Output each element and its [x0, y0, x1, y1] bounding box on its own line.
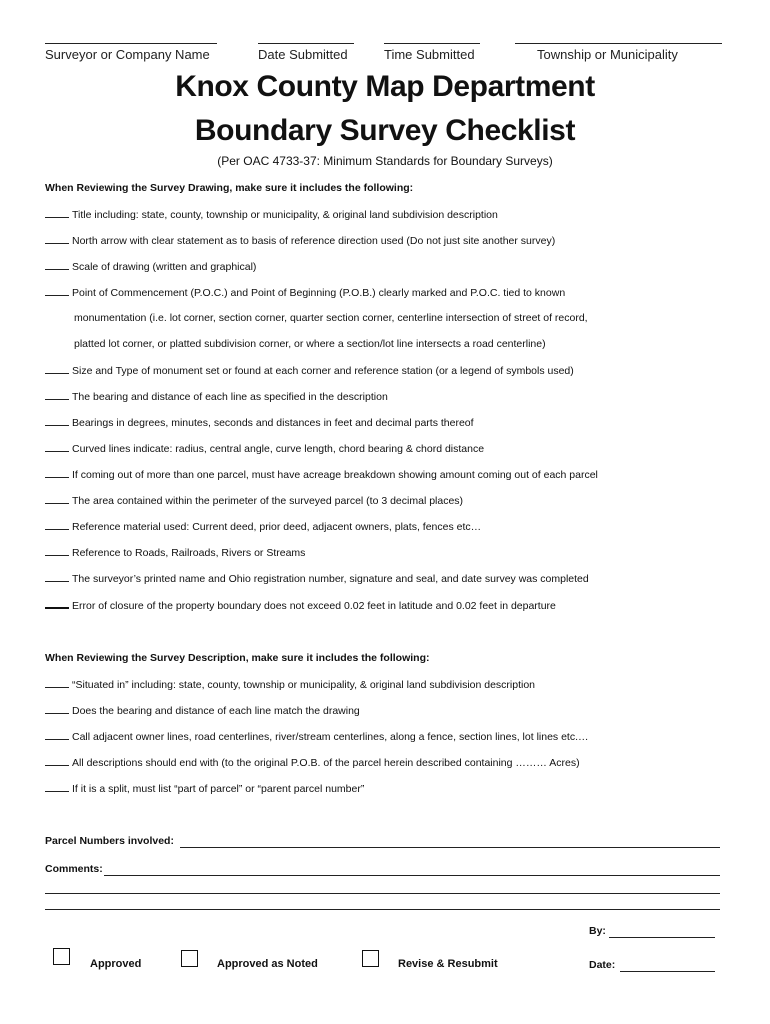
check-blank[interactable] [45, 416, 69, 426]
check-blank[interactable] [45, 442, 69, 452]
check-blank[interactable] [45, 756, 69, 766]
township-line[interactable] [515, 43, 722, 44]
drawing-section-heading: When Reviewing the Survey Drawing, make sure it includes the following: [45, 182, 414, 194]
checklist-item[interactable]: Point of Commencement (P.O.C.) and Point of Beginning (P.O.B.) clearly marked and P.O.C. tied to known [45, 286, 565, 299]
revise-resubmit-checkbox[interactable] [362, 950, 379, 967]
checklist-item[interactable]: Scale of drawing (written and graphical) [45, 260, 256, 273]
check-blank[interactable] [45, 260, 69, 270]
surveyor-name-line[interactable] [45, 43, 217, 44]
checklist-item-continuation: monumentation (i.e. lot corner, section corner, quarter section corner, centerline intersection of street of record, [74, 312, 588, 324]
comments-label: Comments: [45, 863, 103, 875]
checklist-item[interactable]: Reference material used: Current deed, prior deed, adjacent owners, plats, fences etc… [45, 520, 481, 533]
approved-as-noted-label: Approved as Noted [217, 958, 318, 970]
parcel-numbers-label: Parcel Numbers involved: [45, 835, 174, 847]
check-blank[interactable] [45, 364, 69, 374]
comments-input-line-3[interactable] [45, 909, 720, 910]
checklist-item[interactable]: Bearings in degrees, minutes, seconds and distances in feet and decimal parts thereof [45, 416, 474, 429]
check-blank[interactable] [45, 468, 69, 478]
check-blank[interactable] [45, 520, 69, 530]
date-label: Date: [589, 959, 616, 971]
parcel-numbers-input[interactable] [180, 847, 720, 848]
page-subtitle-heading: Boundary Survey Checklist [194, 114, 576, 147]
check-blank[interactable] [45, 494, 69, 504]
checklist-item[interactable]: Error of closure of the property boundary does not exceed 0.02 feet in latitude and 0.02 feet in departure [45, 598, 556, 612]
date-input[interactable] [620, 971, 715, 972]
checklist-item[interactable]: If coming out of more than one parcel, must have acreage breakdown showing amount coming out of each parcel [45, 468, 598, 481]
check-blank[interactable] [45, 704, 69, 714]
checklist-item-continuation: platted lot corner, or platted subdivision corner, or where a section/lot line intersects a road centerline) [74, 338, 546, 350]
by-input[interactable] [609, 937, 715, 938]
checklist-item[interactable]: The surveyor’s printed name and Ohio registration number, signature and seal, and date survey was completed [45, 572, 589, 585]
checklist-item[interactable]: Reference to Roads, Railroads, Rivers or Streams [45, 546, 305, 559]
date-submitted-line[interactable] [258, 43, 354, 44]
checklist-item[interactable]: Does the bearing and distance of each line match the drawing [45, 704, 360, 717]
checklist-item[interactable]: The area contained within the perimeter of the surveyed parcel (to 3 decimal places) [45, 494, 463, 507]
township-label: Township or Municipality [537, 47, 678, 62]
check-blank[interactable] [45, 546, 69, 556]
date-submitted-label: Date Submitted [258, 47, 348, 62]
comments-input[interactable] [104, 875, 720, 876]
check-blank[interactable] [45, 208, 69, 218]
approved-label: Approved [90, 958, 142, 970]
checklist-item[interactable]: Title including: state, county, township or municipality, & original land subdivision description [45, 208, 498, 221]
time-submitted-label: Time Submitted [384, 47, 475, 62]
approved-checkbox[interactable] [53, 948, 70, 965]
checklist-item[interactable]: Call adjacent owner lines, road centerlines, river/stream centerlines, along a fence, section lines, lot lines etc.… [45, 730, 589, 743]
page-title: Knox County Map Department [175, 70, 595, 103]
checklist-item[interactable]: The bearing and distance of each line as specified in the description [45, 390, 388, 403]
revise-resubmit-label: Revise & Resubmit [398, 958, 498, 970]
checklist-item[interactable]: All descriptions should end with (to the original P.O.B. of the parcel herein described containing ……… Acres) [45, 756, 580, 769]
surveyor-name-label: Surveyor or Company Name [45, 47, 210, 62]
by-label: By: [589, 925, 606, 937]
check-blank[interactable] [45, 782, 69, 792]
description-section-heading: When Reviewing the Survey Description, make sure it includes the following: [45, 652, 430, 664]
checklist-item[interactable]: “Situated in” including: state, county, township or municipality, & original land subdivision description [45, 678, 535, 691]
time-submitted-line[interactable] [384, 43, 480, 44]
check-blank[interactable] [45, 234, 69, 244]
check-blank[interactable] [45, 286, 69, 296]
checklist-item[interactable]: If it is a split, must list “part of parcel” or “parent parcel number” [45, 782, 364, 795]
comments-input-line-2[interactable] [45, 893, 720, 894]
approved-as-noted-checkbox[interactable] [181, 950, 198, 967]
checklist-item[interactable]: Size and Type of monument set or found at each corner and reference station (or a legend of symbols used) [45, 364, 574, 377]
check-blank[interactable] [45, 572, 69, 582]
check-blank[interactable] [45, 598, 69, 609]
check-blank[interactable] [45, 678, 69, 688]
checklist-item[interactable]: Curved lines indicate: radius, central angle, curve length, chord bearing & chord distance [45, 442, 484, 455]
regulation-reference: (Per OAC 4733-37: Minimum Standards for Boundary Surveys) [217, 154, 553, 168]
check-blank[interactable] [45, 730, 69, 740]
check-blank[interactable] [45, 390, 69, 400]
checklist-item[interactable]: North arrow with clear statement as to basis of reference direction used (Do not just site another survey) [45, 234, 555, 247]
